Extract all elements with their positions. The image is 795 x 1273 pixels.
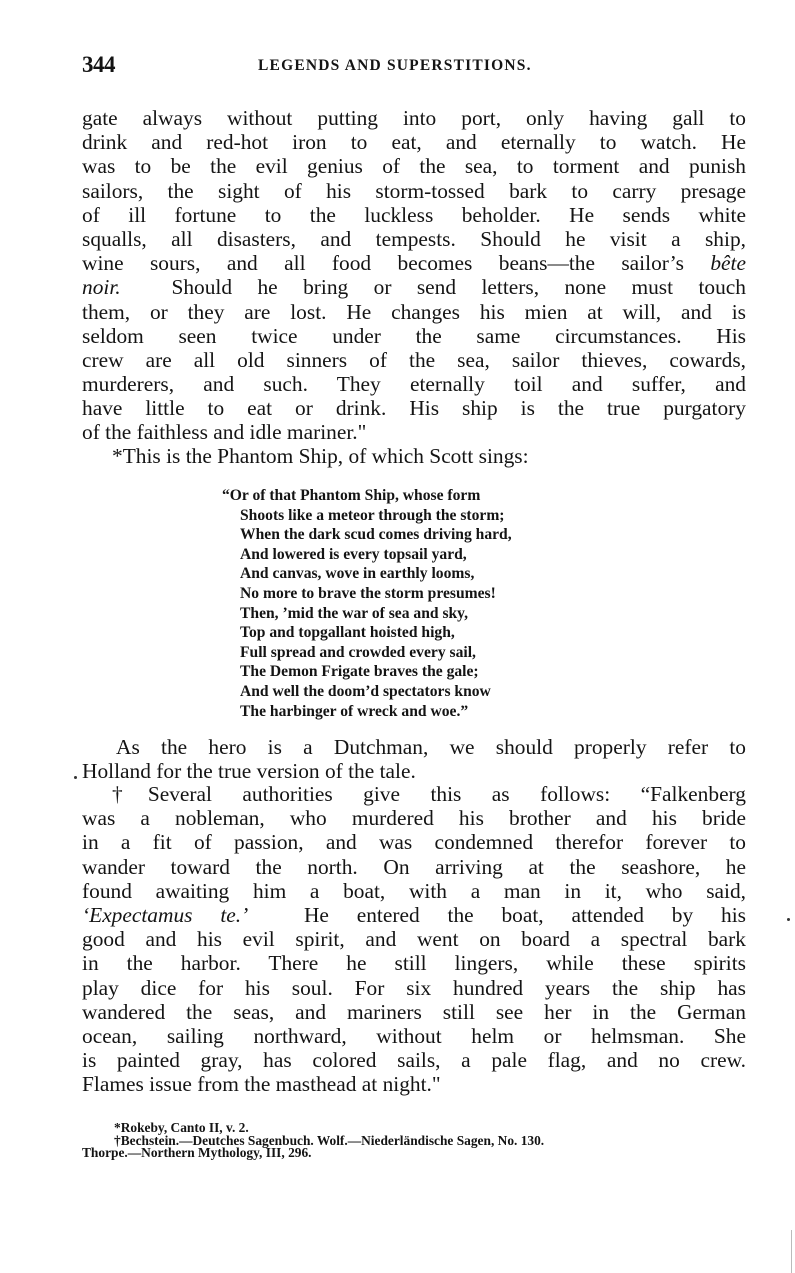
text-line: in a fit of passion, and was condemned therefor forever to xyxy=(82,830,746,855)
text-line: gate always without putting into port, only having gall to xyxy=(82,106,746,130)
margin-speck xyxy=(787,918,790,921)
paragraph-falkenberg xyxy=(82,782,746,1096)
text-line: Flames issue from the masthead at night." xyxy=(82,1072,441,1097)
text-line: play dice for his soul. For six hundred years the ship has xyxy=(82,975,746,1000)
text-line: As the hero is a Dutchman, we should properly refer to xyxy=(116,735,746,759)
text-line: was a nobleman, who murdered his brother and his bride xyxy=(82,806,746,831)
latin-quote: ‘Expectamus te.’ xyxy=(82,902,249,927)
footnote-marker: * xyxy=(114,1120,121,1135)
footnotes xyxy=(82,1122,782,1160)
text-line: of ill fortune to the luckless beholder. He sends white xyxy=(82,202,746,227)
text-line: ocean, sailing northward, without helm or helmsman. She xyxy=(82,1023,746,1048)
text-line: sailors, the sight of his storm-tossed bark to carry presage xyxy=(82,178,746,203)
verse-line: Full spread and crowded every sail, xyxy=(240,643,476,661)
footnote-marker-dagger: † xyxy=(112,782,148,806)
text-line: of the faithless and idle mariner." xyxy=(82,420,367,445)
text-line: was to be the evil genius of the sea, to torment and punish xyxy=(82,154,746,179)
verse-line: Shoots like a meteor through the storm; xyxy=(240,506,505,524)
footnote-marker-asterisk: * xyxy=(112,444,123,468)
running-title: LEGENDS AND SUPERSTITIONS. xyxy=(258,57,532,74)
verse-line: No more to brave the storm presumes! xyxy=(240,584,496,602)
verse-line: When the dark scud comes driving hard, xyxy=(240,526,512,544)
page-number: 344 xyxy=(82,52,115,77)
text-line-with-italic xyxy=(82,275,746,299)
verse-line: “Or of that Phantom Ship, whose form xyxy=(222,487,481,504)
text-line xyxy=(82,444,746,468)
text-line: Holland for the true version of the tale. xyxy=(82,759,416,784)
margin-speck xyxy=(74,776,77,779)
text-line: found awaiting him a boat, with a man in it, who said, xyxy=(82,878,746,903)
text-line xyxy=(82,782,746,806)
text-line: drink and red-hot iron to eat, and eternally to watch. He xyxy=(82,130,746,155)
paragraph-dutchman xyxy=(82,735,746,783)
text-segment: Should he bring or send letters, none must touch xyxy=(171,275,746,300)
italic-phrase: noir. xyxy=(82,275,121,300)
text-line-with-italic xyxy=(82,251,746,275)
verse-quotation xyxy=(222,486,512,721)
text-line: wander toward the north. On arriving at the seashore, he xyxy=(82,854,746,879)
verse-line: Top and topgallant hoisted high, xyxy=(240,624,455,642)
footnote-text: Rokeby, Canto II, v. 2. xyxy=(120,1120,249,1135)
text-segment: Several authorities give this as follows: “Falkenberg xyxy=(147,782,746,806)
running-head xyxy=(82,52,742,82)
footnote-marker: † xyxy=(114,1132,121,1148)
text-line: in the harbor. There he still lingers, while these spirits xyxy=(82,951,746,976)
italic-phrase: bête xyxy=(710,251,746,276)
verse-line: Then, ’mid the war of sea and sky, xyxy=(240,604,469,622)
text-segment: He entered the boat, attended by his xyxy=(303,902,746,927)
text-line: have little to eat or drink. His ship is the true purgatory xyxy=(82,396,746,421)
paragraph-phantom-captain xyxy=(82,106,746,445)
verse-line: And well the doom’d spectators know xyxy=(240,682,491,700)
paragraph-scott-intro xyxy=(82,444,746,468)
verse-line: And lowered is every topsail yard, xyxy=(240,545,467,563)
footnote-text: Thorpe.—Northern Mythology, III, 296. xyxy=(82,1145,312,1160)
text-segment: wine sours, and all food becomes beans—the sailor’s xyxy=(82,251,684,276)
footnote-continuation xyxy=(82,1147,782,1160)
text-line: seldom seen twice under the same circumstances. His xyxy=(82,323,746,348)
footnote-text: Bechstein.—Deutches Sagenbuch. Wolf.—Niederländische Sagen, No. 130. xyxy=(120,1132,545,1148)
text-line-with-italic xyxy=(82,903,746,927)
verse-line: The harbinger of wreck and woe.” xyxy=(240,702,469,720)
page-edge-line xyxy=(791,1230,792,1273)
text-line: squalls, all disasters, and tempests. Should he visit a ship, xyxy=(82,226,746,251)
text-line: is painted gray, has colored sails, a pale flag, and no crew. xyxy=(82,1048,746,1073)
text-line: good and his evil spirit, and went on board a spectral bark xyxy=(82,927,746,952)
text-line: murderers, and such. They eternally toil and suffer, and xyxy=(82,372,746,397)
text-line: crew are all old sinners of the sea, sailor thieves, cowards, xyxy=(82,347,746,372)
verse-line: And canvas, wove in earthly looms, xyxy=(240,565,475,583)
text-segment: This is the Phantom Ship, of which Scott sings: xyxy=(122,444,529,468)
verse-line: The Demon Frigate braves the gale; xyxy=(240,663,479,681)
text-line: wandered the seas, and mariners still see her in the German xyxy=(82,999,746,1024)
text-line: them, or they are lost. He changes his mien at will, and is xyxy=(82,299,746,324)
